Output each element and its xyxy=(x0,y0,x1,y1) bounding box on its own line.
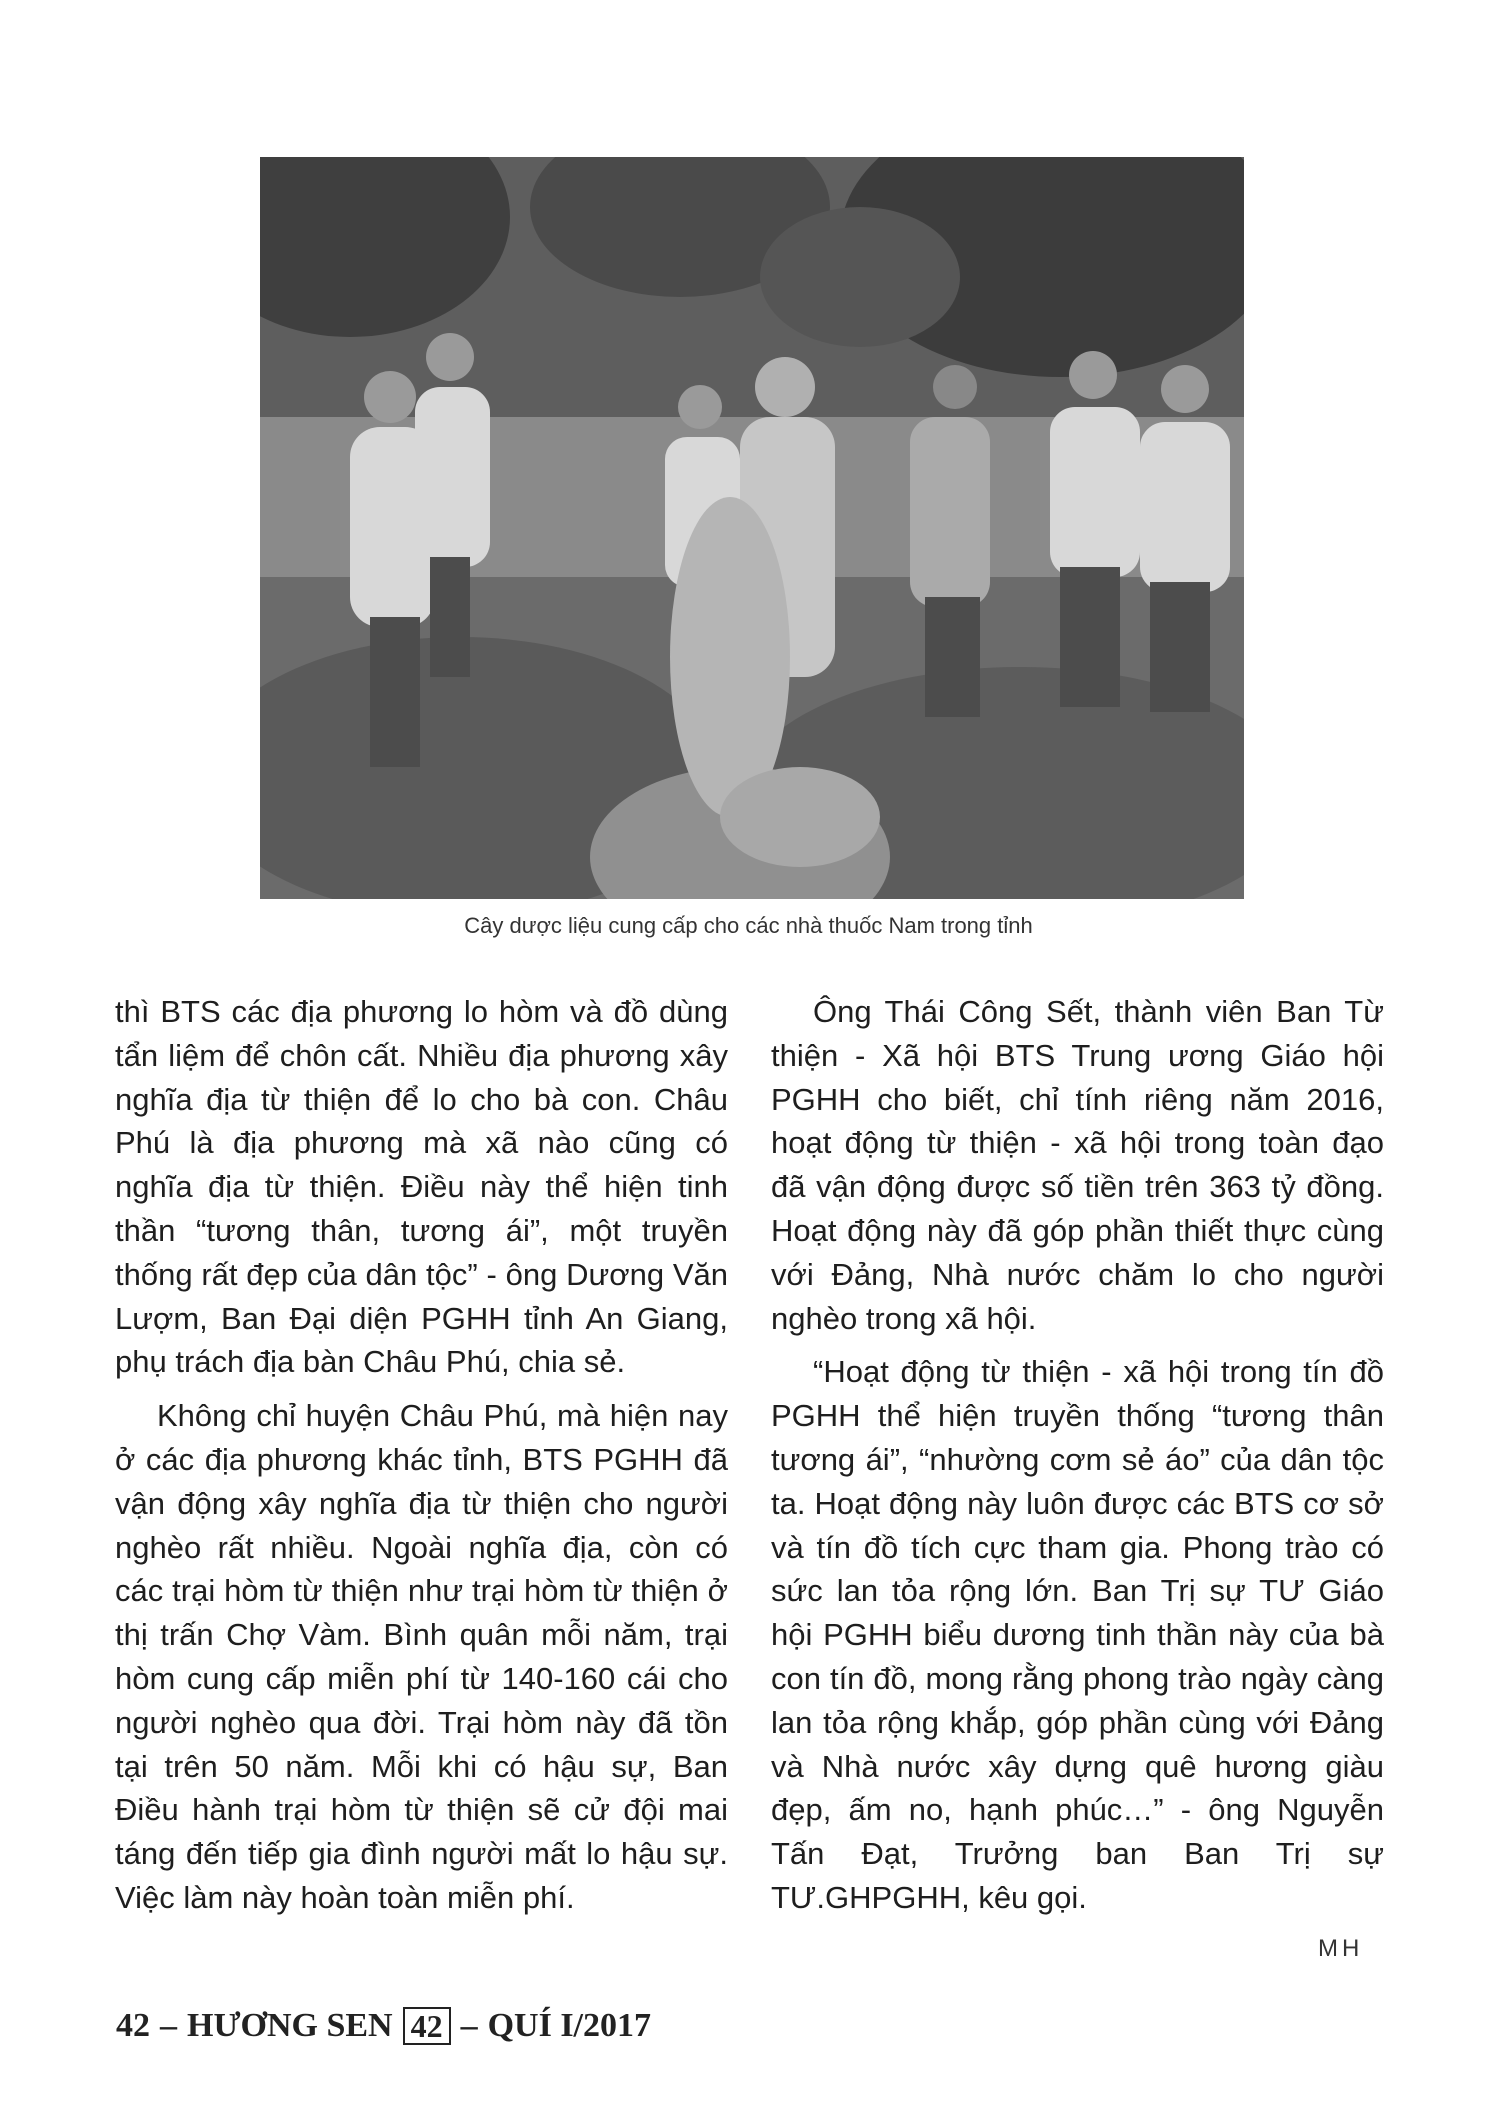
paragraph: “Hoạt động từ thiện - xã hội trong tín đồ PGHH thể hiện truyền thống “tương thân tương ái”, “nhường cơm sẻ áo” của dân tộc ta. Hoạt động này luôn được các BTS cơ sở và tín đồ tích cực tham gia. Phong trào có sức lan tỏa rộng lớn. Ban Trị sự TƯ Giáo hội PGHH biểu dương tinh thần này của bà con tín đồ, mong rằng phong trào ngày càng lan tỏa rộng khắp, góp phần cùng với Đảng và Nhà nước xây dựng quê hương giàu đẹp, ấm no, hạnh phúc…” - ông Nguyễn Tấn Đạt, Trưởng ban Ban Trị sự TƯ.GHPGHH, kêu gọi. xyxy=(771,1354,1384,1915)
paragraph: Không chỉ huyện Châu Phú, mà hiện nay ở các địa phương khác tỉnh, BTS PGHH đã vận động xây nghĩa địa từ thiện cho người nghèo rất nhiều. Ngoài nghĩa địa, còn có các trại hòm từ thiện như trại hòm từ thiện ở thị trấn Chợ Vàm. Bình quân mỗi năm, trại hòm cung cấp miễn phí từ 140-160 cái cho người nghèo qua đời. Trại hòm này đã tồn tại trên 50 năm. Mỗi khi có hậu sự, Ban Điều hành trại hòm từ thiện sẽ cử đội mai táng đến tiếp gia đình người mất lo hậu sự. Việc làm này hoàn toàn miễn phí. xyxy=(115,1398,728,1915)
issue-number-box: 42 xyxy=(403,2007,451,2045)
issue-date: QUÍ I/2017 xyxy=(487,2007,652,2044)
photo-illustration xyxy=(260,157,1244,899)
page-footer xyxy=(116,2007,651,2045)
article-column-right xyxy=(771,990,1384,1930)
paragraph: Ông Thái Công Sết, thành viên Ban Từ thiện - Xã hội BTS Trung ương Giáo hội PGHH cho biết, chỉ tính riêng năm 2016, hoạt động từ thiện - xã hội trong toàn đạo đã vận động được số tiền trên 363 tỷ đồng. Hoạt động này đã góp phần thiết thực cùng với Đảng, Nhà nước chăm lo cho người nghèo trong xã hội. xyxy=(771,994,1384,1336)
footer-separator: – xyxy=(460,2007,478,2044)
article-column-left xyxy=(115,990,728,1930)
page-number: 42 xyxy=(116,2007,150,2044)
paragraph: thì BTS các địa phương lo hòm và đồ dùng tẩn liệm để chôn cất. Nhiều địa phương xây nghĩa địa từ thiện để lo cho bà con. Châu Phú là địa phương mà xã nào cũng có nghĩa địa từ thiện. Điều này thể hiện tinh thần “tương thân, tương ái”, một truyền thống rất đẹp của dân tộc” - ông Dương Văn Lượm, Ban Đại diện PGHH tỉnh An Giang, phụ trách địa bàn Châu Phú, chia sẻ. xyxy=(115,994,728,1380)
footer-separator: – xyxy=(160,2007,177,2044)
photo-caption: Cây dược liệu cung cấp cho các nhà thuốc Nam trong tỉnh xyxy=(464,913,1033,938)
article-photo xyxy=(260,157,1244,899)
magazine-name: HƯƠNG SEN xyxy=(187,2007,393,2044)
author-signature: MH xyxy=(1318,1935,1364,1962)
